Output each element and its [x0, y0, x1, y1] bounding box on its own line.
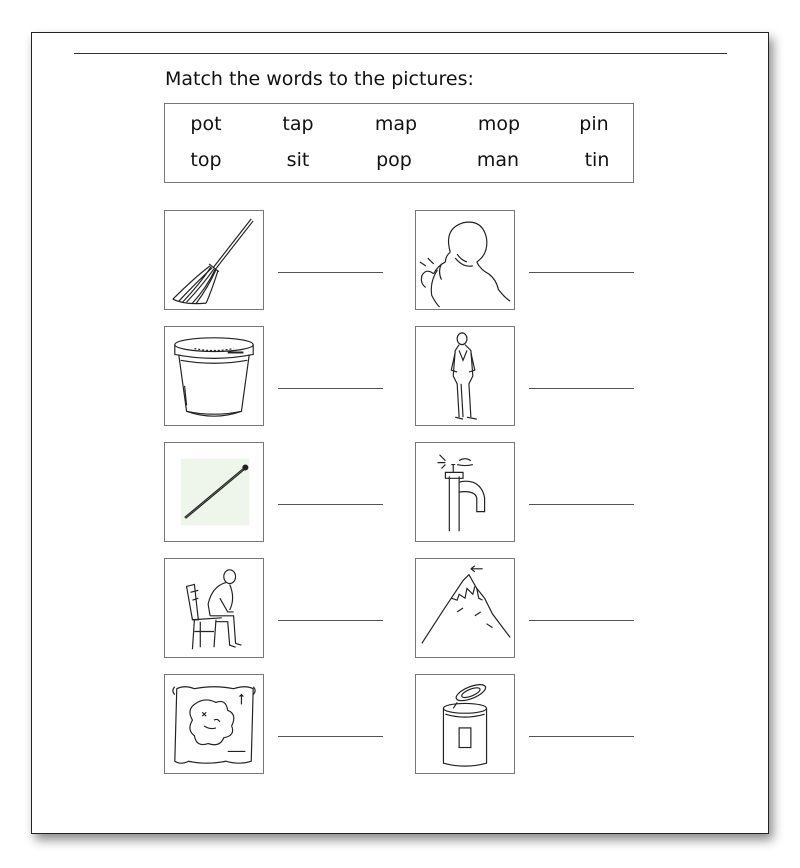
word-top: top — [190, 149, 222, 171]
person-popping-icon — [416, 211, 514, 309]
answer-line[interactable] — [529, 388, 634, 389]
word-mop: mop — [477, 113, 521, 135]
picture-pot — [164, 326, 264, 426]
top-rule — [74, 53, 727, 54]
word-pin: pin — [579, 113, 609, 135]
word-bank — [164, 103, 634, 183]
answer-line[interactable] — [278, 388, 383, 389]
man-standing-icon — [416, 327, 514, 425]
word-sit: sit — [286, 149, 310, 171]
picture-tin — [415, 674, 515, 774]
word-tap: tap — [282, 113, 314, 135]
word-pop: pop — [376, 149, 412, 171]
picture-sit — [164, 558, 264, 658]
picture-pop — [415, 210, 515, 310]
tap-icon — [416, 443, 514, 541]
word-map: map — [374, 113, 418, 135]
answer-line[interactable] — [529, 736, 634, 737]
answer-line[interactable] — [278, 620, 383, 621]
answer-line[interactable] — [278, 504, 383, 505]
picture-man — [415, 326, 515, 426]
answer-line[interactable] — [529, 504, 634, 505]
word-tin: tin — [584, 149, 610, 171]
pin-icon — [165, 443, 263, 541]
word-man: man — [476, 149, 520, 171]
instruction-heading: Match the words to the pictures: — [165, 68, 474, 90]
picture-pin — [164, 442, 264, 542]
answer-line[interactable] — [278, 736, 383, 737]
answer-line[interactable] — [529, 620, 634, 621]
mountain-top-icon — [416, 559, 514, 657]
word-pot: pot — [190, 113, 222, 135]
picture-map — [164, 674, 264, 774]
answer-line[interactable] — [278, 272, 383, 273]
picture-mop — [164, 210, 264, 310]
picture-tap — [415, 442, 515, 542]
treasure-map-icon — [165, 675, 263, 773]
tin-can-icon — [416, 675, 514, 773]
flower-pot-icon — [165, 327, 263, 425]
answer-line[interactable] — [529, 272, 634, 273]
man-sitting-icon — [165, 559, 263, 657]
mop-icon — [165, 211, 263, 309]
picture-top — [415, 558, 515, 658]
